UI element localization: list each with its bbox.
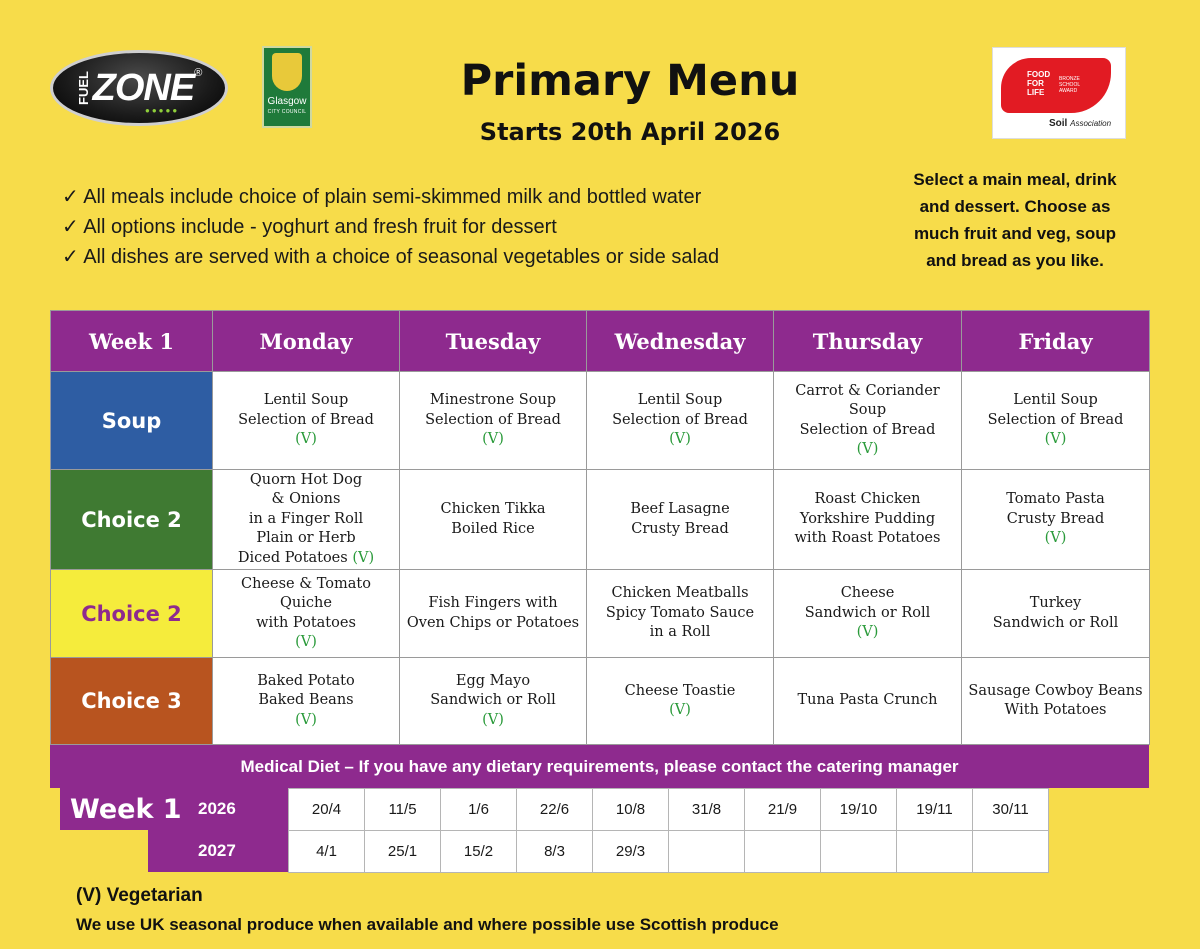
year-label: 2026 bbox=[198, 799, 236, 818]
fuel-zone-prefix: FUEL bbox=[75, 71, 91, 105]
bullet-item: ✓ All dishes are served with a choice of seasonal vegetables or side salad bbox=[62, 246, 720, 268]
dish-line bbox=[400, 691, 586, 711]
soil-org-suffix: Association bbox=[1070, 119, 1112, 128]
dish-text: with Potatoes bbox=[256, 614, 356, 631]
week-dates-label bbox=[60, 788, 288, 830]
menu-cell bbox=[962, 570, 1150, 658]
fuel-zone-logo bbox=[50, 50, 228, 126]
dish-line bbox=[400, 500, 586, 520]
date-cell: 22/6 bbox=[517, 789, 593, 831]
date-cell: 10/8 bbox=[593, 789, 669, 831]
page-title: Primary Menu bbox=[460, 56, 800, 106]
dish-line bbox=[213, 529, 399, 549]
date-cell: 19/10 bbox=[821, 789, 897, 831]
vegetarian-marker: (V) bbox=[669, 702, 691, 718]
menu-cell bbox=[400, 570, 587, 658]
dish-text: Tomato Pasta bbox=[1006, 491, 1105, 508]
crest-icon bbox=[272, 53, 302, 91]
dish-line bbox=[400, 614, 586, 634]
day-header: Tuesday bbox=[400, 311, 587, 372]
dish-line bbox=[400, 672, 586, 692]
day-header: Friday bbox=[962, 311, 1150, 372]
soil-org: Soil bbox=[1049, 118, 1068, 129]
dish-text: Sausage Cowboy Beans bbox=[968, 682, 1143, 699]
medical-diet-note: Medical Diet – If you have any dietary requirements, please contact the catering manager bbox=[50, 745, 1149, 788]
dish-text: Chicken Tikka bbox=[440, 501, 546, 517]
day-header: Thursday bbox=[774, 311, 962, 372]
menu-cell bbox=[962, 372, 1150, 470]
dish-text: Lentil Soup bbox=[637, 392, 723, 409]
dish-text: & Onions bbox=[271, 491, 341, 508]
dish-text: Baked Potato bbox=[257, 672, 355, 689]
menu-cell bbox=[213, 658, 400, 745]
vegetarian-key: (V) Vegetarian bbox=[76, 885, 203, 906]
vegetarian-marker: (V) bbox=[669, 431, 691, 448]
dish-line bbox=[213, 594, 399, 614]
row-label: Choice 2 bbox=[51, 470, 213, 570]
dish-line bbox=[774, 421, 961, 441]
page-subtitle: Starts 20th April 2026 bbox=[479, 118, 781, 146]
dish-line bbox=[213, 549, 399, 569]
vegetarian-marker: (V) bbox=[856, 441, 879, 457]
date-cell: 11/5 bbox=[365, 789, 441, 831]
dish-text: Cheese bbox=[840, 585, 895, 602]
dish-line bbox=[400, 594, 586, 614]
dish-text: Baked Beans bbox=[258, 692, 354, 709]
produce-note: We use UK seasonal produce when available and where possible use Scottish produce bbox=[76, 915, 779, 934]
date-cell bbox=[745, 831, 821, 873]
date-cell bbox=[973, 831, 1049, 873]
ffl-award: BRONZE SCHOOL AWARD bbox=[1059, 76, 1080, 94]
menu-header-row bbox=[51, 311, 1150, 372]
select-note-line: much fruit and veg, soup bbox=[913, 224, 1117, 243]
dish-line bbox=[213, 391, 399, 411]
dish-line bbox=[962, 682, 1149, 702]
dish-text: Fish Fingers with bbox=[428, 595, 558, 611]
week-header: Week 1 bbox=[51, 311, 213, 372]
dish-text: Plain or Herb bbox=[256, 530, 356, 547]
vegetarian-marker: (V) bbox=[352, 549, 375, 566]
dish-line bbox=[213, 614, 399, 634]
date-cell: 1/6 bbox=[441, 789, 517, 831]
dish-text: Lentil Soup bbox=[263, 392, 349, 409]
date-cell: 25/1 bbox=[365, 831, 441, 873]
fuel-zone-main: ZONE bbox=[92, 66, 195, 109]
menu-cell bbox=[587, 570, 774, 658]
menu-cell bbox=[774, 570, 962, 658]
row-label: Choice 2 bbox=[51, 570, 213, 658]
dish-line bbox=[400, 411, 586, 431]
dish-line bbox=[213, 672, 399, 692]
menu-cell bbox=[213, 470, 400, 570]
date-cell: 15/2 bbox=[441, 831, 517, 873]
dish-line bbox=[213, 510, 399, 530]
dish-text: Diced Potatoes bbox=[237, 549, 348, 566]
registered-mark: ® bbox=[194, 67, 203, 79]
dish-text: Egg Mayo bbox=[455, 672, 531, 689]
vegetarian-marker: (V) bbox=[295, 634, 317, 650]
row-label: Choice 3 bbox=[51, 658, 213, 745]
menu-table bbox=[50, 310, 1150, 745]
vegetarian-marker: (V) bbox=[1044, 431, 1067, 448]
dish-text: Crusty Bread bbox=[631, 520, 729, 537]
dish-line bbox=[587, 604, 773, 624]
dish-text: Boiled Rice bbox=[451, 520, 535, 537]
dates-row bbox=[289, 831, 1049, 873]
year-label: 2027 bbox=[198, 841, 236, 860]
menu-cell bbox=[587, 470, 774, 570]
dish-text: in a Roll bbox=[649, 624, 711, 641]
vegetarian-marker: (V) bbox=[482, 431, 504, 448]
dish-text: Sandwich or Roll bbox=[804, 604, 931, 621]
date-cell: 20/4 bbox=[289, 789, 365, 831]
dish-text: Lentil Soup bbox=[1013, 392, 1098, 409]
dish-line bbox=[213, 575, 399, 595]
dish-line bbox=[962, 391, 1149, 411]
soil-association bbox=[1049, 118, 1111, 129]
vegetarian-marker: (V) bbox=[295, 431, 317, 448]
day-header: Monday bbox=[213, 311, 400, 372]
menu-cell bbox=[213, 372, 400, 470]
dish-text: Yorkshire Pudding bbox=[799, 510, 936, 527]
menu-cell bbox=[400, 470, 587, 570]
menu-cell bbox=[774, 372, 962, 470]
vegetarian-marker: (V) bbox=[1044, 530, 1067, 547]
dish-text: Carrot & Coriander bbox=[795, 382, 940, 399]
dish-text: Chicken Meatballs bbox=[611, 585, 749, 602]
dish-line bbox=[962, 490, 1149, 510]
glasgow-sub: CITY COUNCIL bbox=[267, 109, 307, 115]
date-cell: 30/11 bbox=[973, 789, 1049, 831]
vegetarian-marker: (V) bbox=[295, 711, 317, 728]
menu-row bbox=[51, 658, 1150, 745]
dish-text: in a Finger Roll bbox=[248, 510, 364, 527]
dish-line bbox=[587, 500, 773, 520]
dish-line bbox=[213, 411, 399, 431]
dish-line bbox=[774, 490, 961, 510]
date-cell bbox=[897, 831, 973, 873]
date-cell bbox=[821, 831, 897, 873]
menu-cell bbox=[400, 658, 587, 745]
bullet-item: ✓ All options include - yoghurt and fresh fruit for dessert bbox=[62, 216, 557, 238]
date-cell: 4/1 bbox=[289, 831, 365, 873]
menu-row bbox=[51, 570, 1150, 658]
dish-text: Sandwich or Roll bbox=[992, 614, 1119, 631]
dish-text: Beef Lasagne bbox=[630, 501, 730, 517]
dish-line bbox=[774, 604, 961, 624]
menu-cell bbox=[774, 470, 962, 570]
select-note-line: and bread as you like. bbox=[926, 251, 1104, 270]
menu-cell bbox=[587, 372, 774, 470]
select-note-line: and dessert. Choose as bbox=[919, 197, 1111, 216]
dish-line bbox=[774, 691, 961, 711]
dish-text: Roast Chicken bbox=[814, 491, 921, 508]
dish-text: Sandwich or Roll bbox=[430, 692, 556, 709]
week-dates-table bbox=[288, 788, 1049, 873]
glasgow-council-logo bbox=[262, 46, 312, 128]
dish-text: Quiche bbox=[280, 595, 332, 611]
info-bullets bbox=[62, 182, 719, 272]
select-note-line: Select a main meal, drink bbox=[913, 170, 1117, 189]
dish-line bbox=[962, 594, 1149, 614]
dish-text: Selection of Bread bbox=[238, 411, 374, 428]
dish-line bbox=[213, 490, 399, 510]
dish-line bbox=[587, 623, 773, 643]
date-cell: 21/9 bbox=[745, 789, 821, 831]
dish-line bbox=[587, 411, 773, 431]
menu-cell bbox=[587, 658, 774, 745]
dish-text: Crusty Bread bbox=[1006, 510, 1105, 527]
dish-line bbox=[774, 584, 961, 604]
menu-row bbox=[51, 372, 1150, 470]
dish-line bbox=[962, 701, 1149, 721]
vegetarian-marker: (V) bbox=[482, 711, 504, 728]
dish-line bbox=[587, 682, 773, 702]
dish-text: Soup bbox=[848, 402, 887, 418]
menu-cell bbox=[400, 372, 587, 470]
date-cell: 19/11 bbox=[897, 789, 973, 831]
dish-text: Oven Chips or Potatoes bbox=[406, 614, 580, 631]
date-cell: 8/3 bbox=[517, 831, 593, 873]
dish-text: Spicy Tomato Sauce bbox=[605, 604, 755, 621]
dish-text: With Potatoes bbox=[1004, 702, 1107, 718]
row-label: Soup bbox=[51, 372, 213, 470]
bullet-item: ✓ All meals include choice of plain semi-skimmed milk and bottled water bbox=[62, 186, 702, 208]
date-cell bbox=[669, 831, 745, 873]
dish-line bbox=[587, 520, 773, 540]
dish-line bbox=[774, 510, 961, 530]
menu-cell bbox=[962, 658, 1150, 745]
dish-line bbox=[213, 691, 399, 711]
dish-line bbox=[587, 391, 773, 411]
dish-line bbox=[962, 614, 1149, 634]
select-note bbox=[880, 166, 1150, 274]
week-dates-title: Week 1 bbox=[70, 794, 182, 825]
dish-text: with Roast Potatoes bbox=[794, 530, 941, 547]
dish-text: Cheese Toastie bbox=[624, 682, 736, 699]
dish-text: Minestrone Soup bbox=[429, 392, 557, 409]
dish-text: Cheese & Tomato bbox=[241, 575, 371, 592]
dish-line bbox=[213, 471, 399, 491]
menu-cell bbox=[213, 570, 400, 658]
dish-line bbox=[400, 391, 586, 411]
dish-text: Quorn Hot Dog bbox=[249, 471, 363, 488]
dish-line bbox=[962, 411, 1149, 431]
food-for-life-logo bbox=[992, 47, 1126, 139]
dish-text: Tuna Pasta Crunch bbox=[797, 692, 938, 709]
menu-row bbox=[51, 470, 1150, 570]
dish-line bbox=[400, 520, 586, 540]
dates-row bbox=[289, 789, 1049, 831]
dish-line bbox=[962, 510, 1149, 530]
date-cell: 29/3 bbox=[593, 831, 669, 873]
ffl-text: FOOD FOR LIFE bbox=[1027, 70, 1051, 97]
dish-text: Turkey bbox=[1029, 595, 1082, 611]
day-header: Wednesday bbox=[587, 311, 774, 372]
dish-line bbox=[587, 584, 773, 604]
week-dates-label-2027 bbox=[148, 830, 288, 872]
glasgow-name: Glasgow bbox=[267, 96, 307, 107]
dish-text: Selection of Bread bbox=[612, 411, 748, 428]
dish-text: Selection of Bread bbox=[425, 411, 561, 428]
dish-line bbox=[774, 401, 961, 421]
dish-text: Selection of Bread bbox=[987, 411, 1124, 428]
menu-cell bbox=[962, 470, 1150, 570]
menu-cell bbox=[774, 658, 962, 745]
date-cell: 31/8 bbox=[669, 789, 745, 831]
logo-dots: ●●●●● bbox=[145, 106, 180, 115]
dish-line bbox=[774, 382, 961, 402]
dish-line bbox=[774, 529, 961, 549]
dish-text: Selection of Bread bbox=[799, 421, 936, 438]
vegetarian-marker: (V) bbox=[856, 624, 879, 641]
